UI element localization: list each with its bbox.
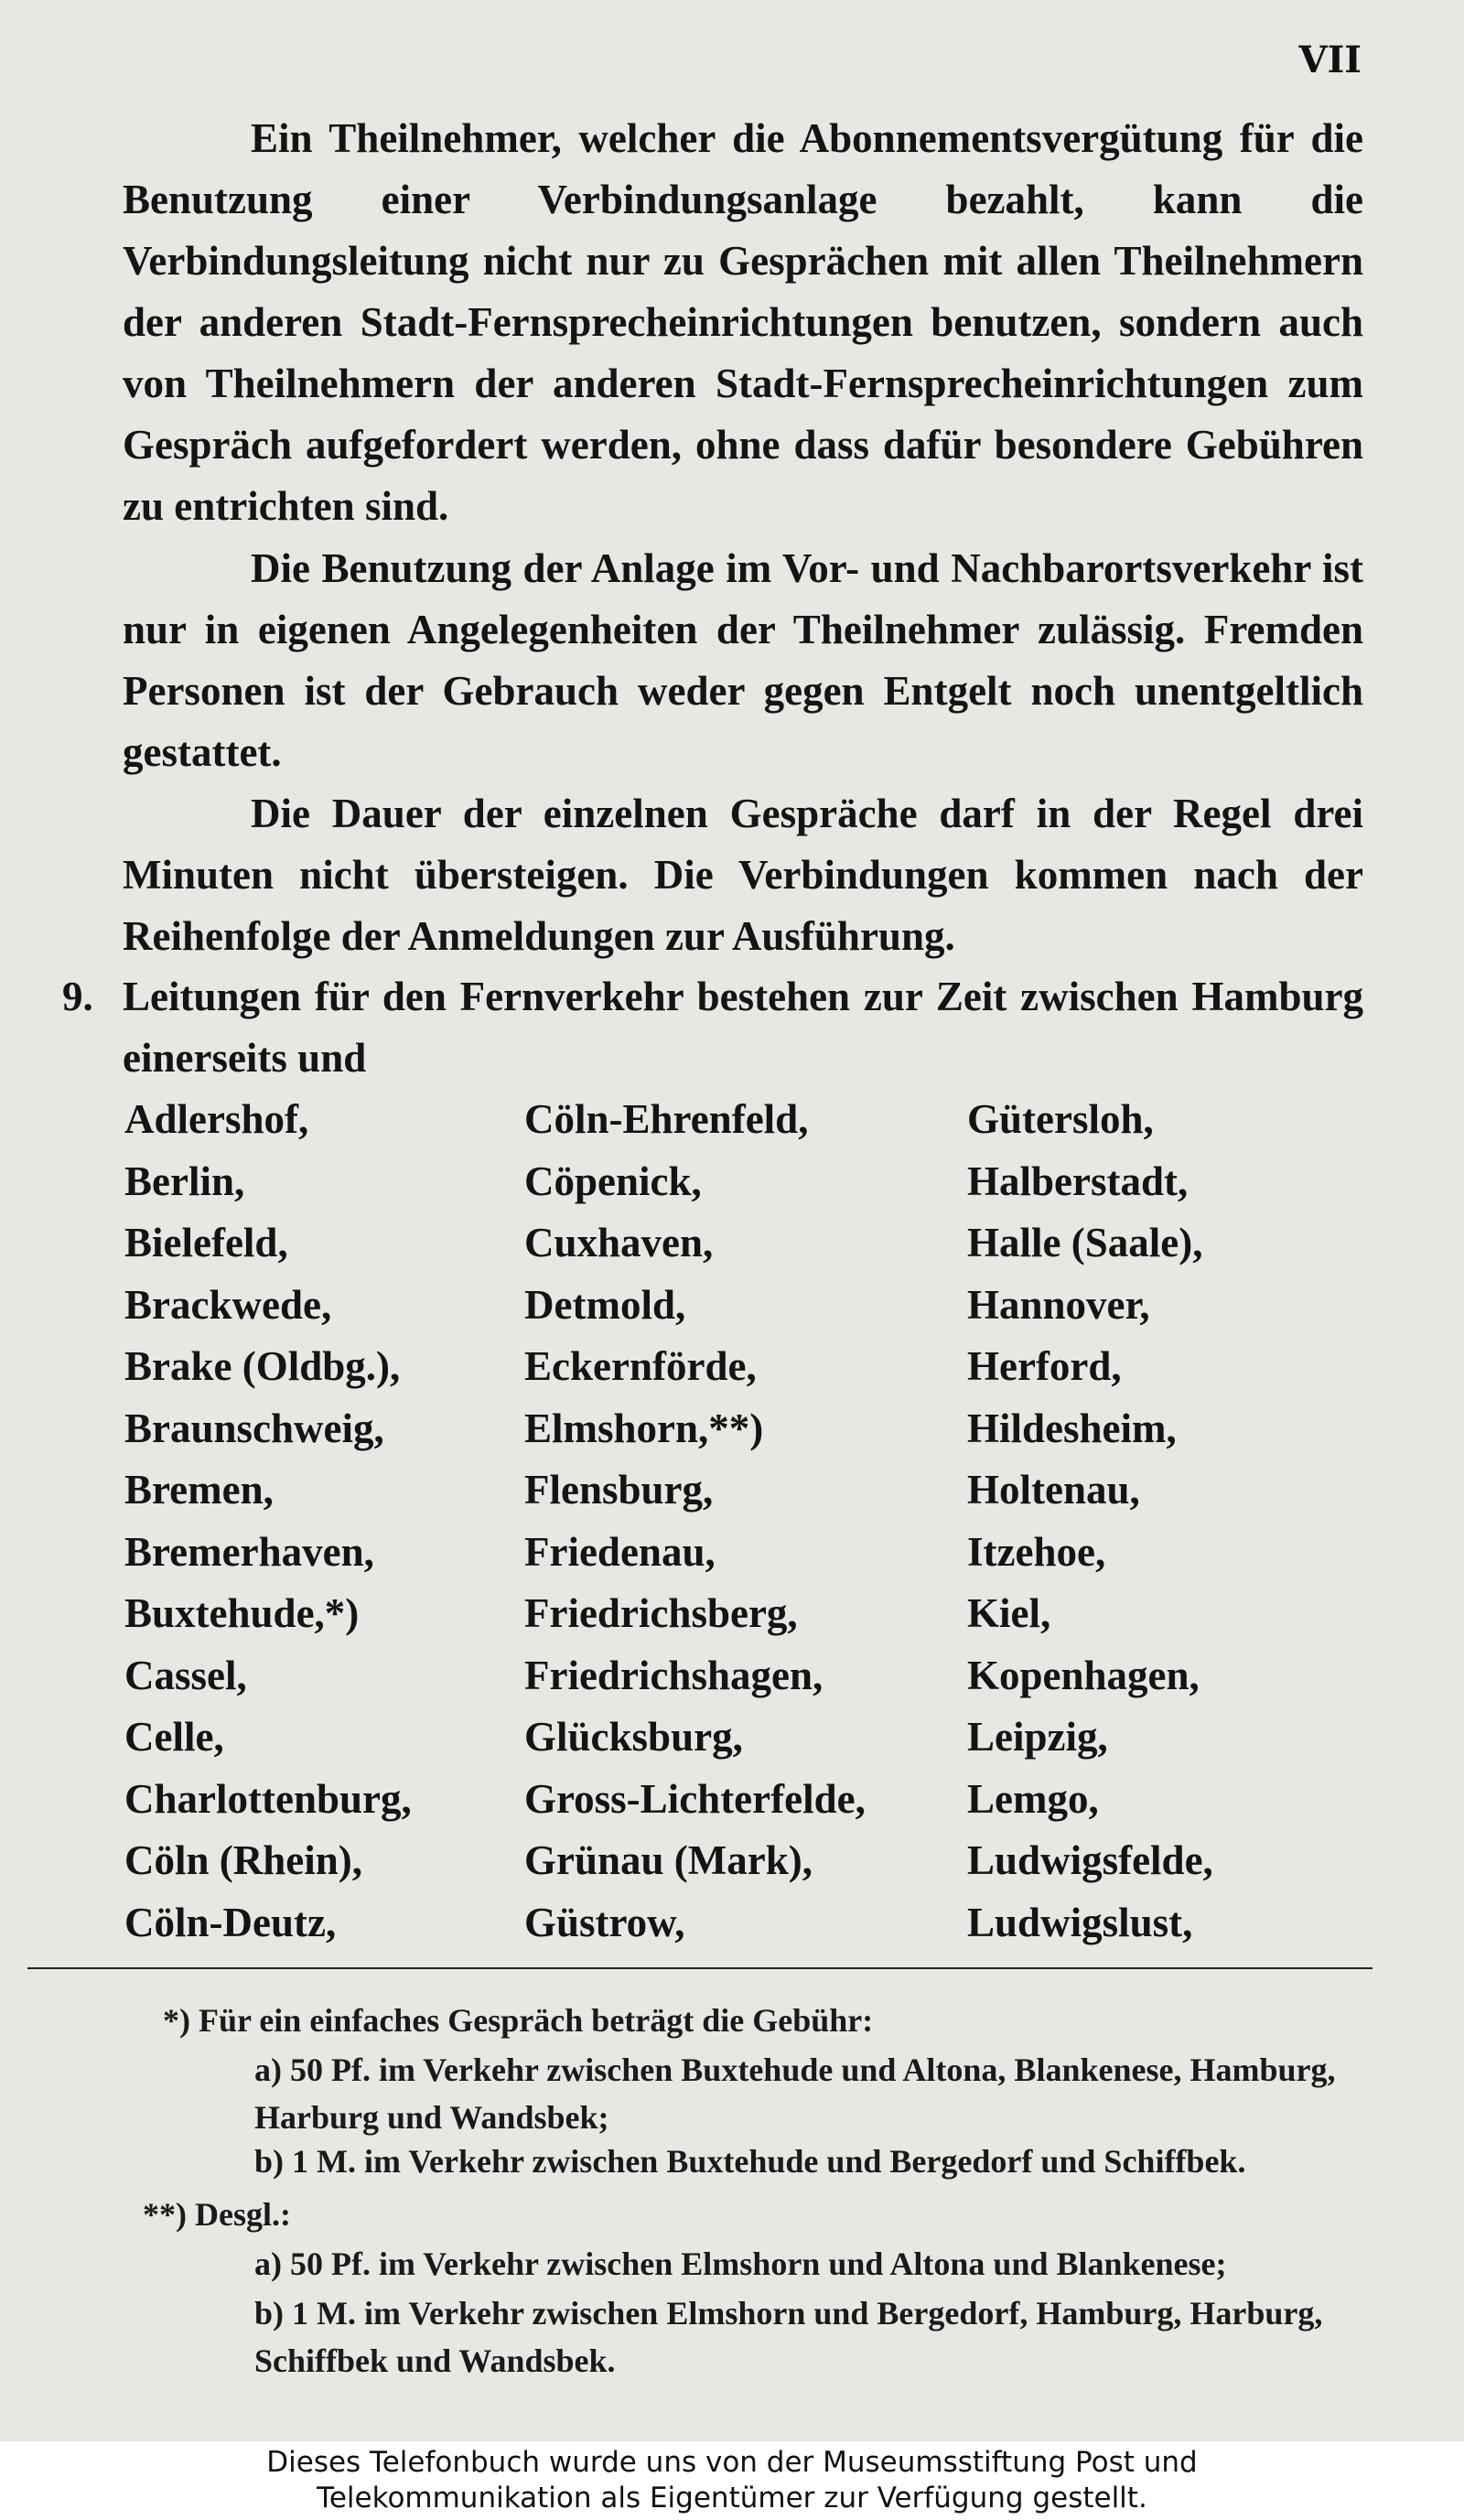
paragraph-text: Ein Theilnehmer, welcher die Abonnementsvergütung für die Benutzung einer Verbindungsanlage bezahlt, kann die Verbindungsleitung nicht nur zu Gesprächen mit allen Theilnehmern der anderen Stadt-Fernsprecheinrichtungen benutzen, sondern auch von Theilnehmern der anderen Stadt-Fernsprecheinrichtungen zum Gespräch aufgefordert werden, ohne dass dafür besondere Gebühren zu entrichten sind. xyxy=(123,115,1363,529)
city-name: Ludwigslust, xyxy=(967,1899,1193,1945)
paragraph-long-distance xyxy=(123,966,1363,1089)
city-name: Ludwigsfelde, xyxy=(967,1837,1213,1883)
footnote-divider xyxy=(27,1967,1372,1969)
footnote-2-heading: **) Desgl.: xyxy=(143,2196,291,2233)
city-name: Halberstadt, xyxy=(967,1158,1189,1204)
footnote-1-heading: *) Für ein einfaches Gespräch beträgt die Gebühr: xyxy=(163,2002,874,2039)
city-name: Bielefeld, xyxy=(124,1220,288,1265)
paragraph-text: Leitungen für den Fernverkehr bestehen zur Zeit zwischen Hamburg einerseits und xyxy=(123,974,1363,1081)
city-name: Hildesheim, xyxy=(967,1405,1177,1451)
paragraph-call-duration xyxy=(123,783,1363,967)
city-name: Hannover, xyxy=(967,1281,1150,1328)
city-name: Cöpenick, xyxy=(524,1158,702,1204)
city-name: Friedrichshagen, xyxy=(524,1652,824,1698)
city-name: Flensburg, xyxy=(524,1467,714,1513)
paragraph-subscriber-rights xyxy=(123,108,1363,537)
section-number: 9. xyxy=(62,974,93,1019)
paragraph-text: Die Benutzung der Anlage im Vor- und Nachbarortsverkehr ist nur in eigenen Angelegenheiten der Theilnehmer zulässig. Fremden Personen ist der Gebrauch weder gegen Entgelt noch unentgeltlich gestattet. xyxy=(123,545,1363,775)
city-name: Friedrichsberg, xyxy=(524,1590,798,1636)
city-name: Kopenhagen, xyxy=(967,1652,1200,1698)
city-name: Adlershof, xyxy=(124,1096,309,1142)
city-name: Lemgo, xyxy=(967,1775,1099,1822)
city-name: Halle (Saale), xyxy=(967,1220,1203,1265)
city-name: Güstrow, xyxy=(524,1899,685,1945)
footnote-1-item-a: a) 50 Pf. im Verkehr zwischen Buxtehude und Altona, Blankenese, Hamburg, Harburg und Wandsbek; xyxy=(254,2052,1336,2136)
paragraph-usage-restriction xyxy=(123,538,1363,783)
city-name: Celle, xyxy=(124,1714,224,1760)
city-name: Cuxhaven, xyxy=(524,1220,714,1265)
city-name: Cöln-Ehrenfeld, xyxy=(524,1096,809,1142)
credit-footer xyxy=(0,2441,1464,2520)
paragraph-text: Die Dauer der einzelnen Gespräche darf in der Regel drei Minuten nicht übersteigen. Die Verbindungen kommen nach der Reihenfolge der Anmeldungen zur Ausführung. xyxy=(123,791,1363,959)
city-name: Friedenau, xyxy=(524,1528,716,1575)
footnote-1-item-b: b) 1 M. im Verkehr zwischen Buxtehude und Bergedorf und Schiffbek. xyxy=(254,2143,1246,2180)
city-name: Cassel, xyxy=(124,1652,247,1698)
city-name: Herford, xyxy=(967,1343,1122,1389)
city-name: Elmshorn,**) xyxy=(524,1405,764,1451)
city-name: Grünau (Mark), xyxy=(524,1837,813,1883)
city-name: Glücksburg, xyxy=(524,1714,743,1760)
city-name: Detmold, xyxy=(524,1281,686,1328)
city-name: Gütersloh, xyxy=(967,1096,1154,1142)
credit-line-1: Dieses Telefonbuch wurde uns von der Museumsstiftung Post und xyxy=(266,2446,1198,2479)
city-name: Buxtehude,*) xyxy=(124,1590,360,1636)
page-number: VII xyxy=(1298,38,1362,81)
city-name: Bremen, xyxy=(124,1467,274,1513)
city-name: Cöln (Rhein), xyxy=(124,1837,363,1883)
city-name: Cöln-Deutz, xyxy=(124,1899,337,1945)
city-name: Itzehoe, xyxy=(967,1528,1106,1575)
city-column-1 xyxy=(124,1089,412,1954)
city-name: Brake (Oldbg.), xyxy=(124,1343,401,1389)
city-name: Leipzig, xyxy=(967,1714,1108,1760)
city-column-3 xyxy=(967,1089,1213,1954)
city-name: Gross-Lichterfelde, xyxy=(524,1775,866,1822)
city-name: Charlottenburg, xyxy=(124,1775,412,1822)
city-name: Bremerhaven, xyxy=(124,1528,374,1575)
city-name: Braunschweig, xyxy=(124,1405,384,1451)
credit-line-2: Telekommunikation als Eigentümer zur Verfügung gestellt. xyxy=(317,2482,1147,2515)
footnote-2-item-b: b) 1 M. im Verkehr zwischen Elmshorn und Bergedorf, Hamburg, Harburg, Schiffbek und Wandsbek. xyxy=(254,2295,1323,2379)
city-name: Holtenau, xyxy=(967,1467,1140,1513)
city-name: Brackwede, xyxy=(124,1281,332,1328)
footnote-2-item-a: a) 50 Pf. im Verkehr zwischen Elmshorn und Altona und Blankenese; xyxy=(254,2245,1227,2282)
city-name: Kiel, xyxy=(967,1590,1051,1636)
city-column-2 xyxy=(524,1089,866,1954)
city-name: Berlin, xyxy=(124,1158,245,1204)
city-name: Eckernförde, xyxy=(524,1343,757,1389)
